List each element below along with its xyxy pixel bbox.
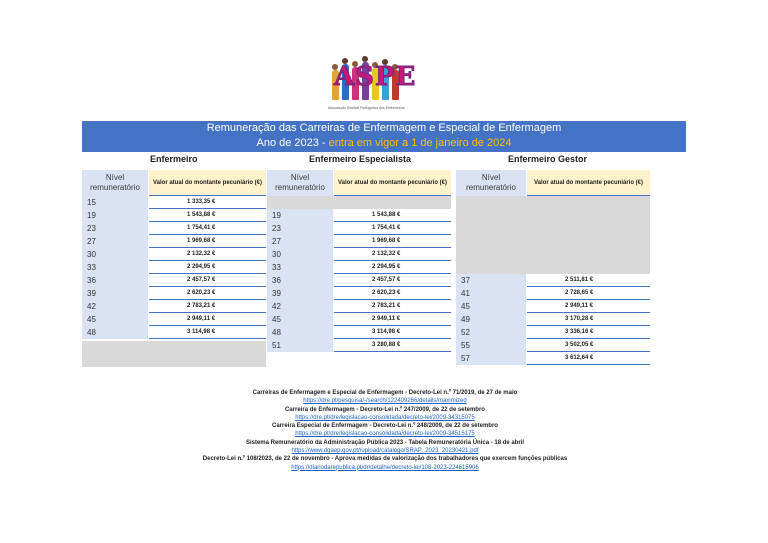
level-cell: 23: [82, 222, 148, 235]
empty-cells: [82, 341, 266, 367]
reference-link[interactable]: https://www.dgaep.gov.pt//upload/catalogo/SRAP_2023_20230421.pdf: [291, 448, 479, 455]
value-cell: 3 502,05 €: [527, 339, 650, 352]
value-cell: 2 620,23 €: [334, 287, 451, 300]
level-cell: 39: [82, 287, 148, 300]
col-header-level: Nível remuneratório: [456, 170, 526, 196]
value-cell: 2 949,11 €: [334, 313, 451, 326]
value-cell: 1 969,68 €: [334, 235, 451, 248]
level-cell: 42: [267, 300, 333, 313]
col-header-value: Valor atual do montante pecuniário (€): [527, 170, 650, 196]
banner-effective-date: entra em vigor a 1 de janeiro de 2024: [328, 137, 512, 149]
reference-link[interactable]: https://dre.pt/dre/legislacao-consolidada/decreto-lei/2009-34515175: [295, 431, 475, 438]
level-cell: 27: [82, 235, 148, 248]
banner-title: Remuneração das Carreiras de Enfermagem e Especial de Enfermagem: [206, 122, 562, 134]
level-cell: 15: [82, 196, 148, 209]
col-header-level: Nível remuneratório: [82, 170, 148, 196]
reference-text: Carreiras de Enfermagem e Especial de Enfermagem - Decreto-Lei n.º 71/2019, de 27 de maio: [252, 390, 518, 396]
value-cell: 2 457,57 €: [334, 274, 451, 287]
level-cell: 33: [267, 261, 333, 274]
value-cell: 3 114,98 €: [334, 326, 451, 339]
level-cell: 45: [82, 313, 148, 326]
aspe-logo: [326, 50, 417, 112]
value-cell: 1 754,41 €: [334, 222, 451, 235]
value-cell: 1 333,35 €: [149, 196, 266, 209]
reference-link[interactable]: https://diariodarepublica.pt/dr/detalhe/decreto-lei/108-2023-224615906: [291, 464, 479, 471]
col-header-value: Valor atual do montante pecuniário (€): [334, 170, 451, 196]
value-cell: 2 457,57 €: [149, 274, 266, 287]
value-cell: 1 543,88 €: [149, 209, 266, 222]
value-cell: 3 336,16 €: [527, 326, 650, 339]
empty-cells: [456, 196, 650, 274]
logo-tagline: Associação Sindical Portuguesa dos Enfermeiros: [328, 106, 405, 110]
level-cell: 30: [82, 248, 148, 261]
value-cell: 2 949,11 €: [527, 300, 650, 313]
references: [120, 389, 650, 472]
level-cell: 48: [267, 326, 333, 339]
level-cell: 57: [456, 352, 526, 365]
value-cell: 1 543,88 €: [334, 209, 451, 222]
table-title-especialista: Enfermeiro Especialista: [309, 154, 412, 164]
level-cell: 19: [267, 209, 333, 222]
title-banner: [82, 121, 686, 152]
level-cell: 39: [267, 287, 333, 300]
value-cell: 3 280,88 €: [334, 339, 451, 352]
value-cell: 2 783,21 €: [334, 300, 451, 313]
reference-text: Carreira de Enfermagem - Decreto-Lei n.º 247/2009, de 22 de setembro: [285, 406, 485, 413]
level-cell: 51: [267, 339, 333, 352]
value-cell: 2 728,65 €: [527, 287, 650, 300]
value-cell: 2 294,95 €: [149, 261, 266, 274]
logo-text: ASPE: [334, 62, 417, 92]
level-cell: 49: [456, 313, 526, 326]
level-cell: 55: [456, 339, 526, 352]
level-cell: 45: [267, 313, 333, 326]
level-cell: 48: [82, 326, 148, 339]
level-cell: 41: [456, 287, 526, 300]
level-cell: 36: [267, 274, 333, 287]
value-cell: 3 612,64 €: [527, 352, 650, 365]
level-cell: 30: [267, 248, 333, 261]
level-cell: 37: [456, 274, 526, 287]
reference-text: Decreto-Lei n.º 108/2023, de 22 de novembro - Aprova medidas de valorização dos trabalhadores que exercem funções públicas: [202, 456, 568, 463]
level-cell: 52: [456, 326, 526, 339]
level-cell: 45: [456, 300, 526, 313]
level-cell: 27: [267, 235, 333, 248]
banner-subtitle: [82, 136, 686, 151]
reference-link[interactable]: https://dre.pt/dre/legislacao-consolidada/decreto-lei/2009-34315075: [295, 414, 475, 421]
level-cell: 19: [82, 209, 148, 222]
value-cell: 2 132,32 €: [149, 248, 266, 261]
banner-year: Ano de 2023 -: [256, 137, 329, 149]
value-cell: 2 511,81 €: [527, 274, 650, 287]
value-cell: 1 969,68 €: [149, 235, 266, 248]
value-cell: 3 114,98 €: [149, 326, 266, 339]
value-cell: 2 294,95 €: [334, 261, 451, 274]
level-cell: 23: [267, 222, 333, 235]
value-cell: 1 754,41 €: [149, 222, 266, 235]
value-cell: 2 949,11 €: [149, 313, 266, 326]
table-title-gestor: Enfermeiro Gestor: [508, 154, 588, 164]
level-cell: 33: [82, 261, 148, 274]
value-cell: 2 783,21 €: [149, 300, 266, 313]
level-cell: 42: [82, 300, 148, 313]
table-title-enfermeiro: Enfermeiro: [150, 154, 198, 164]
value-cell: 2 132,32 €: [334, 248, 451, 261]
reference-link[interactable]: https://dre.pt/pesquisa/-/search/122409266/details/maximized: [303, 398, 467, 405]
reference-text: Sistema Remuneratório da Administração Pública 2023 - Tabela Remuneratória Única - 18 de abril: [245, 439, 525, 446]
empty-cells: [267, 196, 451, 209]
reference-text: Carreira Especial de Enfermagem - Decreto-Lei n.º 248/2009, de 22 de setembro: [272, 423, 498, 430]
value-cell: 3 170,28 €: [527, 313, 650, 326]
value-cell: 2 620,23 €: [149, 287, 266, 300]
col-header-level: Nível remuneratório: [267, 170, 333, 196]
col-header-value: Valor atual do montante pecuniário (€): [149, 170, 266, 196]
level-cell: 36: [82, 274, 148, 287]
